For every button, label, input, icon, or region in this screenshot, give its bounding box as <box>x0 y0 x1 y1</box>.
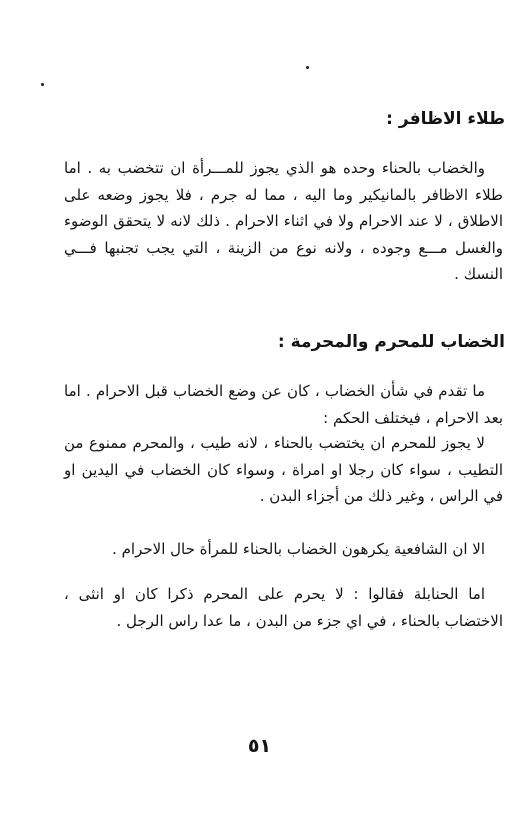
paragraph-henna-before-ihram: ما تقدم في شأن الخضاب ، كان عن وضع الخضاب قبل الاحرام . اما بعد الاحرام ، فيختلف الحكم : <box>64 382 503 427</box>
paragraph-shafii-view: الا ان الشافعية يكرهون الخضاب بالحناء للمرأة حال الاحرام . <box>112 540 485 558</box>
print-speck <box>306 66 309 69</box>
section-heading-henna-ihram: الخضاب للمحرم والمحرمة : <box>277 332 505 352</box>
paragraph-hanbali-view: اما الحنابلة فقالوا : لا يحرم على المحرم ذكرا كان او انثى ، الاختضاب بالحناء ، في اي جزء من البدن ، ما عدا راس الرجل . <box>64 585 503 630</box>
paragraph-henna-forbidden: لا يجوز للمحرم ان يختضب بالحناء ، لانه طيب ، والمحرم ممنوع من التطيب ، سواء كان رجلا او امراة ، وسواء كان الخضاب في اليدين او في الراس ، وغير ذلك من أجزاء البدن . <box>64 434 503 505</box>
section-heading-nail-polish: طلاء الاظافر : <box>386 109 505 129</box>
paragraph-nail-polish: والخضاب بالحناء وحده هو الذي يجوز للمـــرأة ان تتخضب به . اما طلاء الاظافر بالمانيكير وما اليه ، مما له جرم ، فلا يجوز وضعه على الاطلاق ، لا عند الاحرام ولا في اثناء الاحرام . ذلك لانه لا يتحقق الوضوء والغسل مـــع وجوده ، ولانه نوع من الزينة ، التي يجب تجنبها فـــي النسك . <box>64 159 503 283</box>
page-number: ٥١ <box>247 735 272 757</box>
print-speck <box>41 83 44 86</box>
